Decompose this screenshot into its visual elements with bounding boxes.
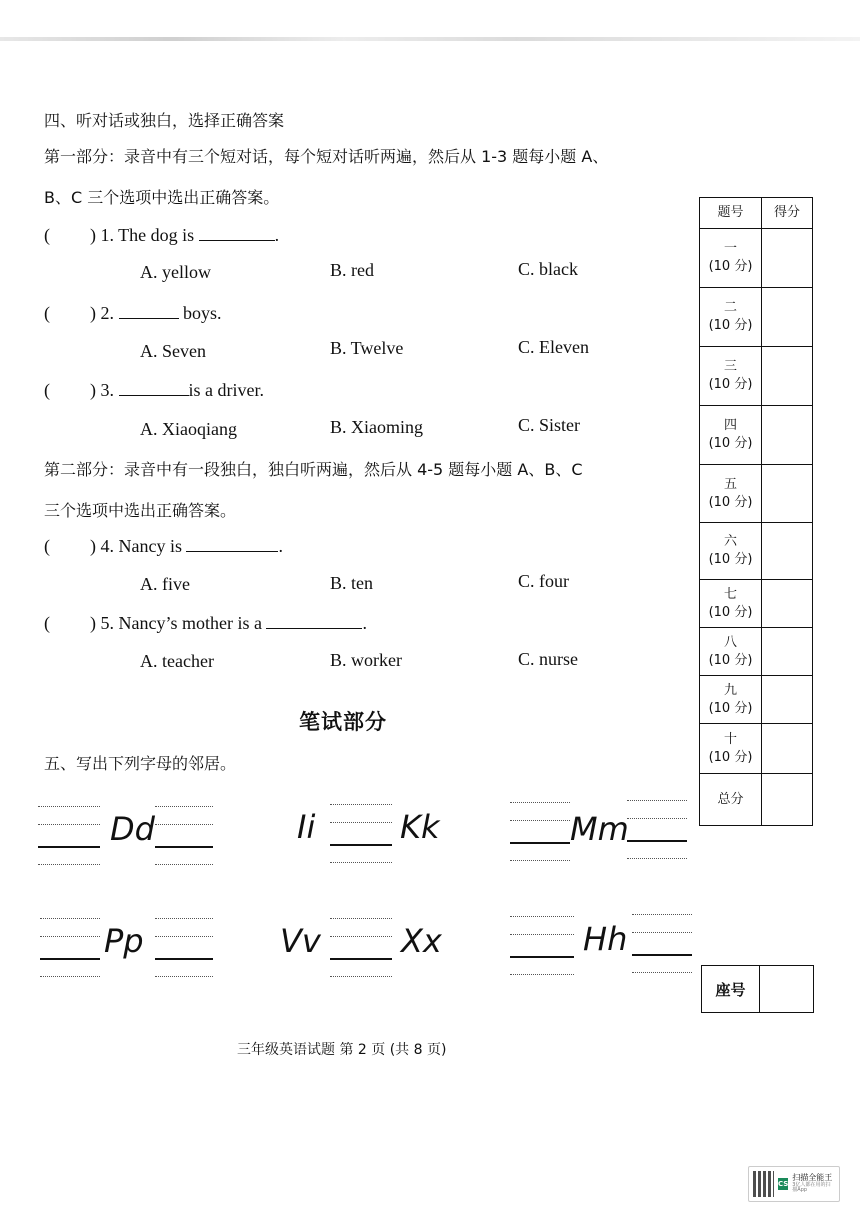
scan-edge <box>0 37 860 41</box>
writing-grid[interactable] <box>38 806 100 868</box>
score-cell[interactable] <box>762 580 813 628</box>
answer-paren: ( <box>44 380 50 400</box>
q4-option-a: A. five <box>140 574 190 594</box>
score-header-number: 题号 <box>700 198 762 229</box>
score-cell[interactable] <box>762 406 813 465</box>
fill-blank[interactable] <box>186 536 278 552</box>
q3-option-b: B. Xiaoming <box>330 417 423 437</box>
q5-option-a: A. teacher <box>140 651 214 671</box>
section5-title: 五、写出下列字母的邻居。 <box>44 754 237 773</box>
watermark-tagline: 3亿人都在用的扫描App <box>792 1181 831 1194</box>
score-cell[interactable] <box>762 676 813 724</box>
writing-grid[interactable] <box>627 800 687 862</box>
fill-blank[interactable] <box>119 380 189 396</box>
q3-option-c: C. Sister <box>518 415 581 435</box>
camscanner-logo-icon: CS <box>777 1180 789 1188</box>
writing-grid[interactable] <box>155 918 213 980</box>
score-row: 九 (10 分) <box>700 676 762 724</box>
question-2: ( ) 2. boys. <box>44 303 222 323</box>
score-row: 一 (10 分) <box>700 229 762 288</box>
letter-Kk: Kk <box>400 808 440 846</box>
answer-paren: ( <box>44 613 50 633</box>
q2-option-c: C. Eleven <box>518 337 589 357</box>
question-4: ( ) 4. Nancy is . <box>44 536 283 556</box>
score-cell[interactable] <box>762 347 813 406</box>
scanner-watermark <box>748 1166 840 1202</box>
score-row: 八 (10 分) <box>700 628 762 676</box>
seat-number-cell[interactable] <box>760 966 813 1012</box>
score-table <box>699 197 813 826</box>
letter-Dd: Dd <box>110 810 155 848</box>
part2-instructions-line2: 三个选项中选出正确答案。 <box>44 501 237 520</box>
score-row: 五 (10 分) <box>700 465 762 523</box>
writing-grid[interactable] <box>155 806 213 868</box>
q1-option-b: B. red <box>330 260 374 280</box>
writing-grid[interactable] <box>510 916 574 978</box>
score-header-score: 得分 <box>762 198 813 229</box>
part1-instructions-line2: B、C 三个选项中选出正确答案。 <box>44 188 280 207</box>
question-3: ( ) 3. is a driver. <box>44 380 264 400</box>
score-row: 二 (10 分) <box>700 288 762 347</box>
score-cell[interactable] <box>762 724 813 774</box>
score-total-cell[interactable] <box>762 774 813 826</box>
score-cell[interactable] <box>762 288 813 347</box>
q3-option-a: A. Xiaoqiang <box>140 419 237 439</box>
q1-option-a: A. yellow <box>140 262 211 282</box>
question-1: ( ) 1. The dog is . <box>44 225 280 245</box>
letter-Xx: Xx <box>401 922 442 960</box>
fill-blank[interactable] <box>119 303 179 319</box>
q5-option-b: B. worker <box>330 650 402 670</box>
letter-Vv: Vv <box>280 922 321 960</box>
section4-title: 四、听对话或独白，选择正确答案 <box>44 111 285 130</box>
writing-grid[interactable] <box>510 802 570 864</box>
seat-number-box <box>701 965 814 1013</box>
letter-Ii: Ii <box>297 808 316 846</box>
score-row: 七 (10 分) <box>700 580 762 628</box>
score-total-label: 总分 <box>700 774 762 826</box>
letter-Hh: Hh <box>583 920 628 958</box>
fill-blank[interactable] <box>199 225 275 241</box>
part2-instructions-line1: 第二部分：录音中有一段独白，独白听两遍，然后从 4-5 题每小题 A、B、C <box>44 460 583 479</box>
letter-Mm: Mm <box>570 810 629 848</box>
score-cell[interactable] <box>762 229 813 288</box>
q5-option-c: C. nurse <box>518 649 578 669</box>
letter-Pp: Pp <box>104 922 144 960</box>
q4-option-c: C. four <box>518 571 569 591</box>
q2-option-a: A. Seven <box>140 341 206 361</box>
written-section-title: 笔试部分 <box>299 710 387 734</box>
question-5: ( ) 5. Nancy’s mother is a . <box>44 613 367 633</box>
writing-grid[interactable] <box>632 914 692 976</box>
watermark-brand: 扫描全能王 <box>792 1173 833 1183</box>
answer-paren: ( <box>44 536 50 556</box>
fill-blank[interactable] <box>266 613 362 629</box>
writing-grid[interactable] <box>40 918 100 980</box>
score-cell[interactable] <box>762 523 813 580</box>
page-footer: 三年级英语试题 第 2 页 (共 8 页) <box>237 1042 447 1058</box>
score-cell[interactable] <box>762 628 813 676</box>
answer-paren: ( <box>44 225 50 245</box>
q1-option-c: C. black <box>518 259 578 279</box>
answer-paren: ( <box>44 303 50 323</box>
q2-option-b: B. Twelve <box>330 338 404 358</box>
score-row: 十 (10 分) <box>700 724 762 774</box>
score-cell[interactable] <box>762 465 813 523</box>
part1-instructions-line1: 第一部分：录音中有三个短对话，每个短对话听两遍，然后从 1-3 题每小题 A、 <box>44 147 609 166</box>
score-row: 三 (10 分) <box>700 347 762 406</box>
qr-code-icon <box>753 1171 774 1197</box>
writing-grid[interactable] <box>330 918 392 980</box>
score-row: 四 (10 分) <box>700 406 762 465</box>
score-row: 六 (10 分) <box>700 523 762 580</box>
q4-option-b: B. ten <box>330 573 373 593</box>
writing-grid[interactable] <box>330 804 392 866</box>
seat-number-label: 座号 <box>702 966 760 1012</box>
